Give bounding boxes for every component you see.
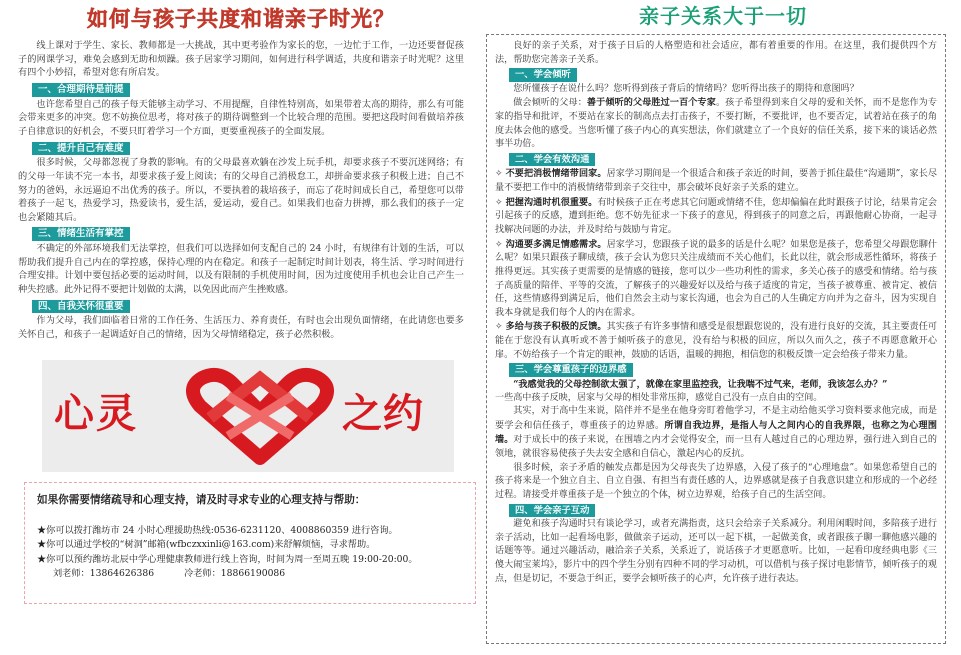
interaction-para: 避免和孩子沟通时只有谈论学习，或者充满指责，这只会给亲子关系减分。利用闲暇时间，多陪孩子进行亲子活动，比如一起看场电影，做做亲子运动，还可以一起下棋，一起做美食，或者跟孩子聊一聊他感兴趣的话题等等。通过兴趣活动，融洽亲子关系，关系近了，说话孩子才更愿意听。比如，一起看印度经典电影《三傻大闹宝莱坞》，影片中的四个学生分别有四种不同的学习动机，可以借机与孩子探讨电影情节，倾听孩子的观点，但是切记，不要急于纠正，要学会倾听孩子的心声，允许孩子进行表达。 — [495, 519, 937, 584]
boundary-para-2-post: 对于成长中的孩子来说，在围墙之内才会觉得安全，而一旦有人越过自己的心理边界，强行进入到自己的领地，就很容易使孩子失去安全感和自信心，激起内心的反抗。 — [495, 435, 937, 460]
bullet-1 — [495, 167, 937, 195]
left-intro: 线上课对于学生、家长、教师都是一大挑战，其中更考验作为家长的您，一边忙于工作，一边还要督促孩子的网课学习，难免会感到无助和烦躁。孩子居家学习期间，如何进行科学调适，共度和谐亲子时光呢？这里有四个小妙招，希望对您有所启发。 — [18, 40, 464, 79]
bullet-2 — [495, 196, 937, 238]
bullet-2-text: 有时候孩子正在考虑其它问题或情绪不佳，您却偏偏在此时跟孩子讨论，结果肯定会引起孩子的反感，遭到拒绝。您不妨先征求一下孩子的意见，得到孩子的同意之后，再跟他耐心协商，一起寻找解决问题的办法，并及时给与鼓励与肯定。 — [495, 197, 937, 235]
bullet-4 — [495, 320, 937, 362]
support-line-3: ★你可以预约潍坊北辰中学心理健康教师进行线上咨询，时间为周一至周五晚 19:00-20:00。 — [37, 553, 418, 565]
student-quote: “我感觉我的父母控制欲太强了，就像在家里监控我，让我喘不过气来，老师，我该怎么办？” — [513, 378, 888, 390]
heart-banner — [42, 360, 454, 472]
support-contacts — [37, 567, 463, 581]
boundary-para-3: 很多时候，亲子矛盾的触发点都是因为父母丧失了边界感，入侵了孩子的“心理地盘”。如果您希望自己的孩子将来是一个独立自主、自立自强、有担当有责任感的人，边界感就是孩子自我意识建立和形成的一个必经过程。请接受并尊重孩子是一个独立的个体，树立边界观，给孩子自己的生活空间。 — [495, 462, 937, 500]
listen-para-2 — [495, 96, 937, 152]
bullet-3-text: 居家学习，您跟孩子说的最多的话是什么呢？如果您是孩子，您希望父母跟您聊什么呢？如果只跟孩子聊成绩，孩子会认为您只关注成绩而不关心他们，长此以往，就会形成恶性循环，将孩子推得更远。其实孩子更需要的是情感的链接，您可以少一些功利性的需求，多关心孩子的感受和情绪。给与孩子高质量的陪伴、平等的交流，了解孩子的兴趣爱好以及给与孩子适度的肯定，当孩子被尊重、被肯定、被信任，这些情感得到满足后，他们自然会主动与家长沟通，也会为自己的人生确定方向并为之奋斗，因为实现自我本身就是我们每个人的内在需求。 — [495, 239, 937, 318]
section-text-2: 很多时候，父母都忽视了身教的影响。有的父母最喜欢躺在沙发上玩手机，却要求孩子不要沉迷网络；有的父母一年读不完一本书，却要求孩子爱上阅读；有的父母自己消极怠工，却拼命要求孩子积极上进；自己不努力的爸妈，永远逼迫不出优秀的孩子。所以，不要执着的栽培孩子，而忘了花时间成长自己，希望您可以带着孩子一起飞，热爱学习，热爱读书，爱生活，爱运动，爱自己。如果我们也奋力拼搏，那么我们的孩子一定也会紧随其后。 — [18, 157, 464, 223]
listen-para-2-pre: 做会倾听的父母： — [513, 98, 587, 109]
contact-liu: 刘老师：13864626386 — [53, 567, 155, 579]
section-heading-1: 一、合理期待是前提 — [32, 83, 130, 97]
diamond-icon: ✧ — [495, 197, 506, 208]
right-heading-2: 二、学会有效沟通 — [509, 153, 595, 166]
listen-para-2-post: 。孩子希望得到来自父母的爱和关怀，而不是您作为专家的指导和批评，不要站在家长的制高点去打击孩子，不要打断，不要批评，也不要否定，试着站在孩子的角度去体会他的感受。当您听懂了孩子内心的真实想法，你们就建立了一个良好的信任关系，接下来的谈话必然事半功倍。 — [495, 98, 937, 150]
boundary-para-2 — [495, 405, 937, 462]
right-heading-4: 四、学会亲子互动 — [509, 504, 595, 517]
section-heading-4: 四、自我关怀很重要 — [32, 300, 130, 314]
right-heading-1: 一、学会倾听 — [509, 68, 577, 81]
right-title: 亲子关系大于一切 — [639, 4, 807, 28]
section-heading-2: 二、提升自己有难度 — [32, 142, 130, 156]
banner-word-1: 心灵 — [54, 390, 138, 437]
section-heading-3: 三、情绪生活有掌控 — [32, 227, 130, 241]
listen-para-2-bold: 善于倾听的父母胜过一百个专家 — [586, 97, 716, 109]
bullet-3-bold: 沟通要多满足情感需求。 — [505, 238, 607, 250]
right-intro: 良好的亲子关系，对于孩子日后的人格塑造和社会适应，都有着重要的作用。在这里，我们提供四个方法，帮助您完善亲子关系。 — [495, 41, 937, 65]
contact-leng: 冷老师：18866190086 — [184, 567, 286, 579]
bullet-4-bold: 多给与孩子积极的反馈。 — [505, 321, 607, 333]
boundary-para-2-pre: 其实，对于高中生来说，陪伴并不是坐在他身旁盯着他学习，不是主动给他买学习资料要求他完成，而是要学会和信任孩子，尊重孩子的边界感。 — [495, 406, 937, 431]
bullet-3 — [495, 238, 937, 321]
right-box — [486, 34, 946, 644]
diamond-icon: ✧ — [495, 169, 506, 180]
support-line-2: ★你可以通过学校的“树洞”邮箱(wfbczxxinli@163.com)来舒解烦恼，寻求帮助。 — [37, 539, 376, 551]
left-column — [10, 8, 472, 604]
support-title: 如果你需要情绪疏导和心理支持，请及时寻求专业的心理支持与帮助： — [37, 493, 366, 506]
bullet-1-bold: 不要把消极情绪带回家。 — [505, 168, 607, 180]
boundary-para-1: 一些高中孩子反映，居家与父母的相处非常压抑，感觉自己没有一点自由的空间。 — [495, 392, 823, 403]
boundary-para-2-bold: 所谓自我边界，是指人与人之间内心的自我界限，也称之为心理围墙。 — [495, 419, 937, 446]
diamond-icon: ✧ — [495, 322, 506, 333]
listen-para-1: 您所懂孩子在说什么吗？您听得到孩子背后的情绪吗？您听得出孩子的期待和意图吗？ — [513, 83, 859, 94]
bullet-4-text: 其实孩子有许多事情和感受是很想跟您说的，没有进行良好的交流，其主要责任可能在于您没有认真听或不善于倾听孩子的意见，没有给与积极的回应，所以久而久之，孩子不再愿意敞开心扉。不妨给孩子一个肯定的眼神，鼓励的话语，温暖的拥抱，相信您的积极反馈一定会给孩子带来力量。 — [495, 322, 937, 360]
intertwined-heart-icon — [180, 366, 340, 466]
diamond-icon: ✧ — [495, 239, 506, 250]
bullet-2-bold: 把握沟通时机很重要。 — [505, 196, 598, 208]
support-box — [24, 482, 476, 604]
support-line-1: ★你可以拨打潍坊市 24 小时心理援助热线:0536-6231120、4008860359 进行咨询。 — [37, 525, 398, 537]
bullet-1-text: 居家学习期间是一个很适合和孩子亲近的时间，要善于抓住最佳“沟通期”，家长尽量不要把工作中的消极情绪带到亲子交往中，那会破坏良好亲子关系的建立。 — [495, 169, 937, 194]
right-heading-3: 三、学会尊重孩子的边界感 — [509, 363, 633, 376]
banner-word-2: 之约 — [342, 390, 424, 437]
section-text-3: 不确定的外部环境我们无法掌控，但我们可以选择如何支配自己的 24 小时，有规律有计划的生活，可以帮助我们提升自己内在的掌控感，保持心理的内在稳定。和孩子一起制定时间计划表，将生活、学习时间进行合理安排。计划中要包括必要的运动时间，以及有限制的手机使用时间，因为过度使用手机也会让自己产生一种失控感。此外记得不要把计划做的太满，以免因此而产生挫败感。 — [18, 243, 464, 295]
section-text-4: 作为父母，我们面临着日常的工作任务、生活压力、养育责任，有时也会出现负面情绪，在此请您也要多关怀自己，和孩子一起调适好自己的情绪，因为父母情绪稳定，孩子必然积极。 — [18, 315, 464, 340]
section-text-1: 也许您希望自己的孩子每天能够主动学习、不用提醒，自律性特别高，如果带着太高的期待，那么有可能会带来更多的冲突。您不妨换位思考，将对孩子的期待调整到一个比较合理的范围。要把这段时间看做培养孩子自律意识的好机会，不要只盯着学习一个方面，更要重视孩子的全面发展。 — [18, 98, 464, 137]
left-title: 如何与孩子共度和谐亲子时光？ — [87, 7, 395, 31]
